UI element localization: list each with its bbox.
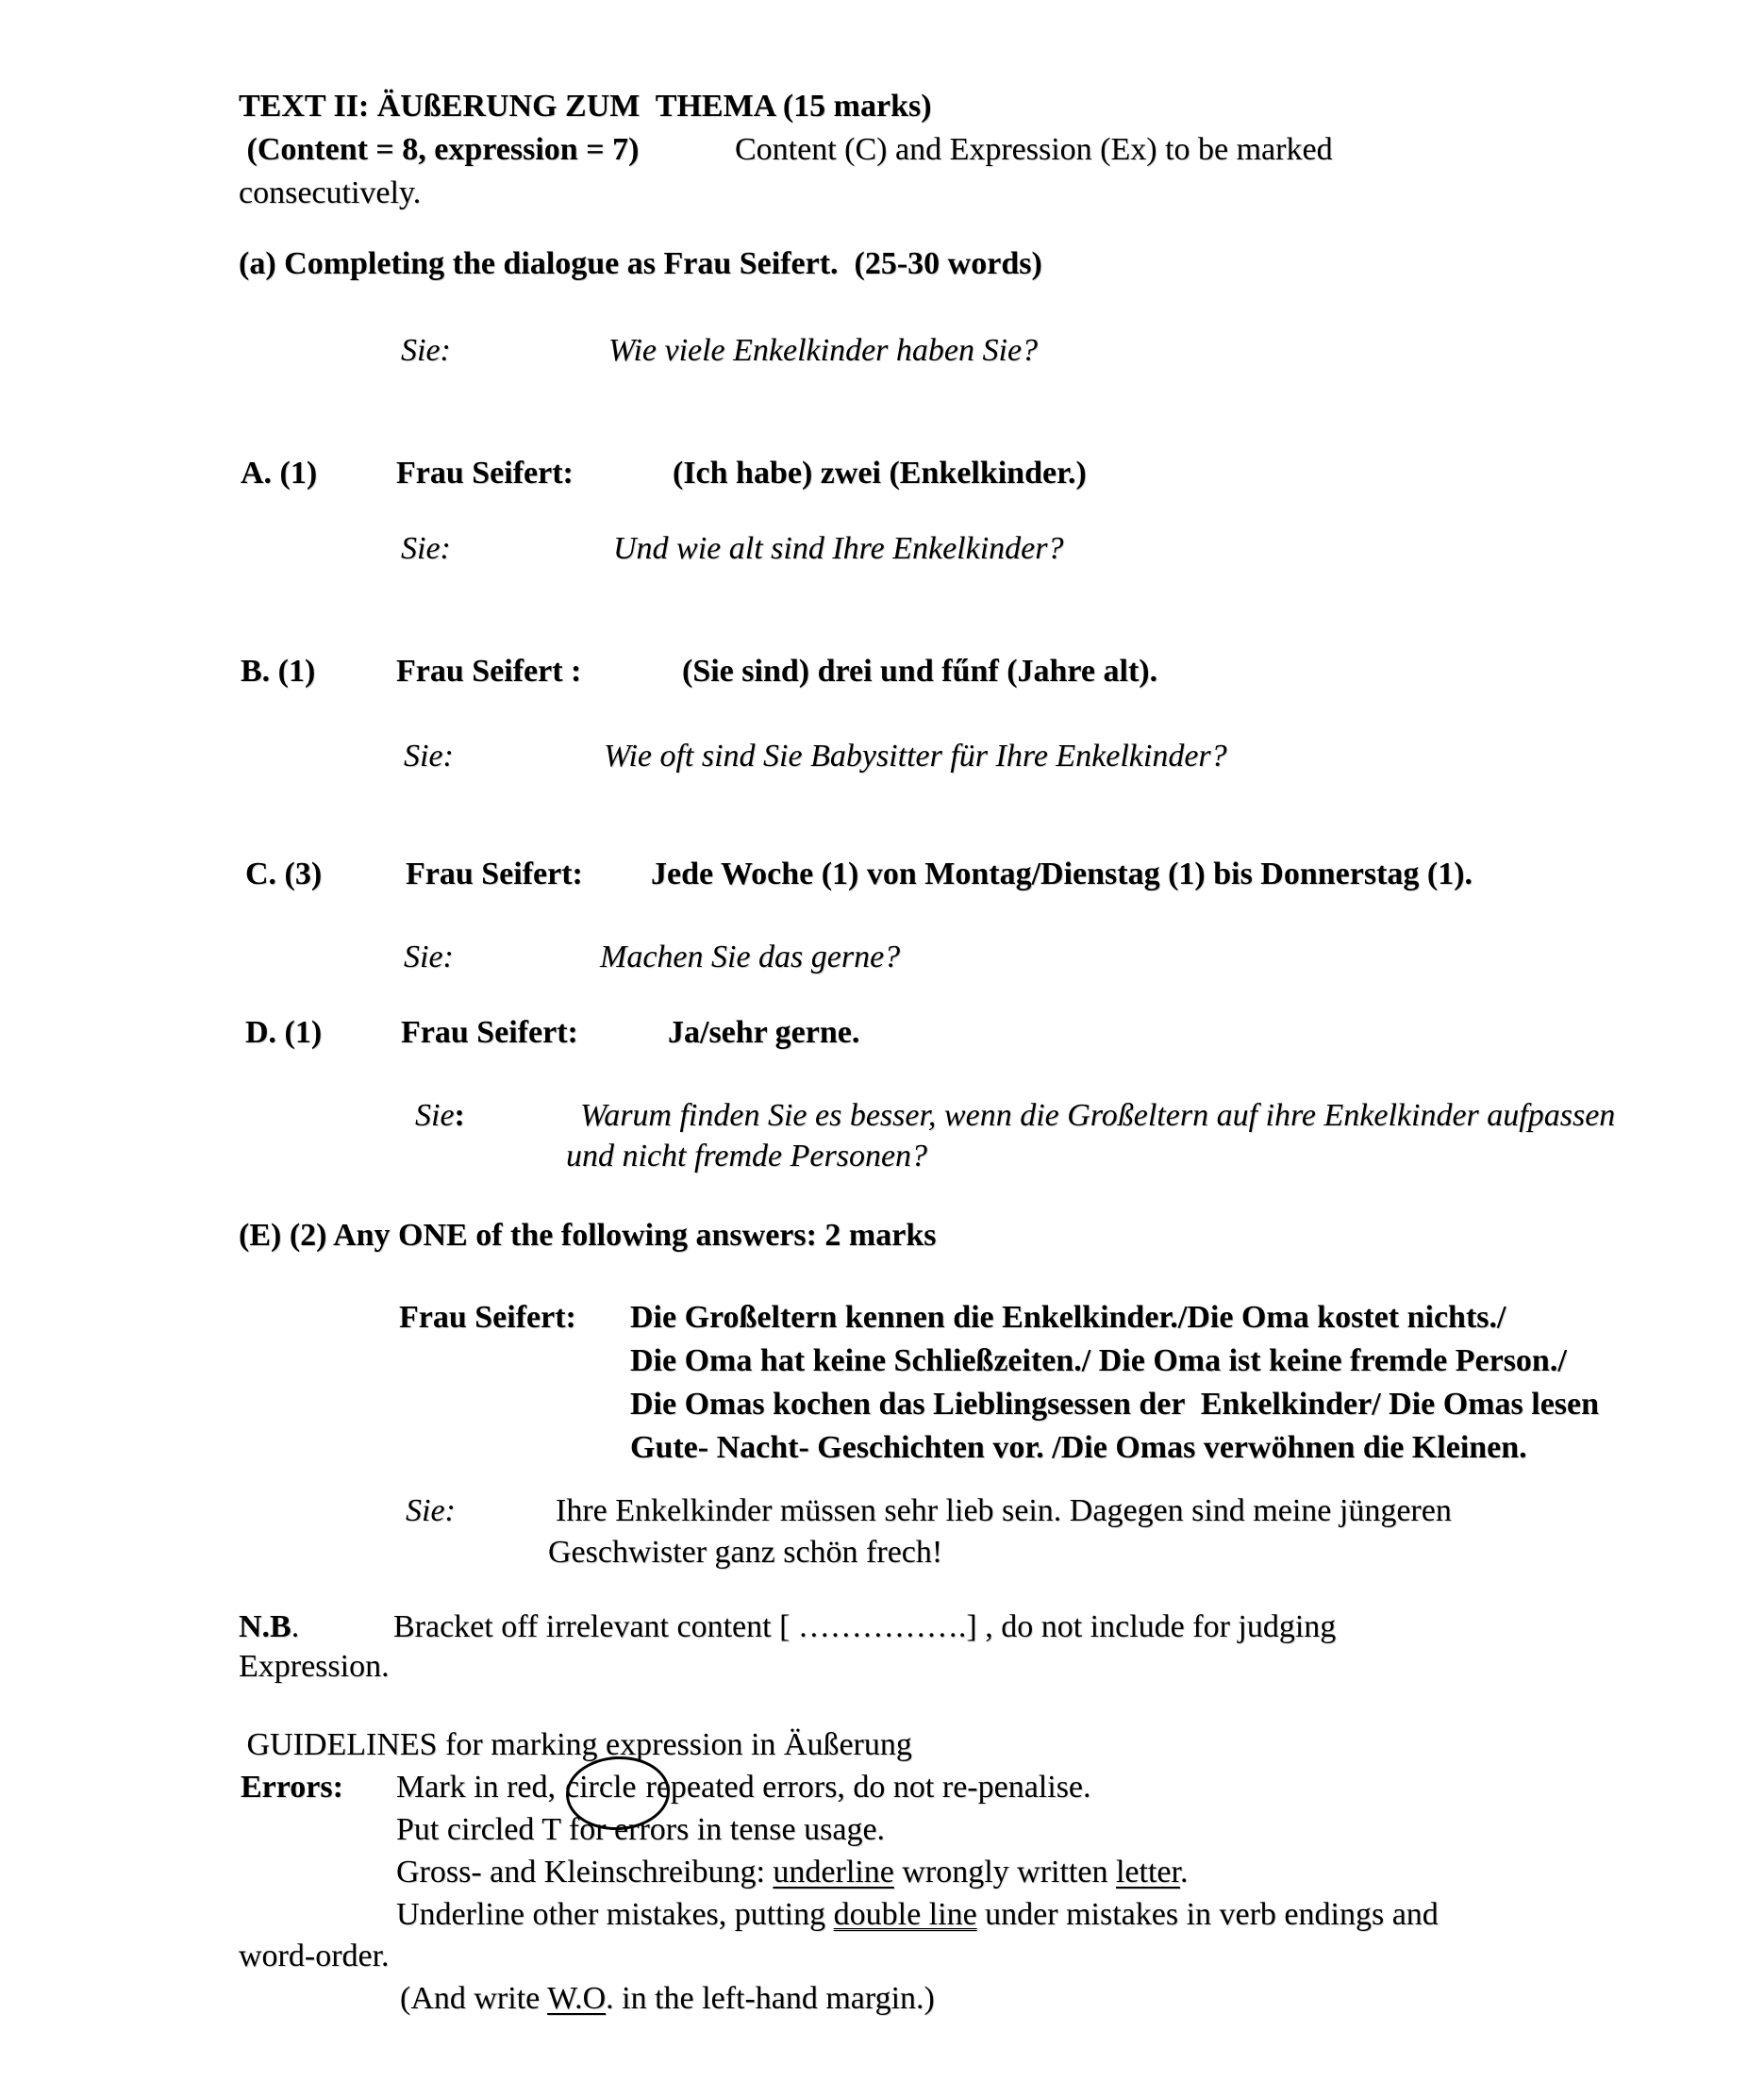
answer-speaker: Frau Seifert:: [396, 456, 574, 491]
answer-speaker: Frau Seifert :: [396, 654, 582, 689]
marks-breakdown: (Content = 8, expression = 7): [239, 132, 640, 167]
section-e-heading: (E) (2) Any ONE of the following answers: 2 marks: [239, 1218, 937, 1253]
errors-line1-pre: Mark in red,: [396, 1770, 557, 1805]
answer-number: D. (1): [245, 1015, 323, 1050]
errors-line4-pre: Underline other mistakes, putting: [396, 1897, 834, 1932]
dialogue-speaker-sie: Sie:: [401, 531, 451, 566]
speaker-colon: :: [454, 1098, 465, 1133]
errors-line3: [396, 1851, 1188, 1894]
answer-text: Ja/sehr gerne.: [668, 1015, 860, 1050]
errors-line3-pre: Gross- and Kleinschreibung:: [396, 1855, 774, 1889]
dialogue-question: Machen Sie das gerne?: [600, 940, 901, 974]
section-a-heading: (a) Completing the dialogue as Frau Seifert. (25-30 words): [239, 246, 1042, 281]
e-answer-line1: Die Großeltern kennen die Enkelkinder./Die Oma kostet nichts./: [630, 1300, 1506, 1335]
speaker-name: Sie: [415, 1098, 455, 1133]
errors-line6: [400, 1977, 935, 2021]
dialogue-speaker-sie: Sie:: [401, 333, 451, 368]
guidelines-heading: GUIDELINES for marking expression in Äußerung: [239, 1727, 912, 1762]
answer-number: A. (1): [241, 456, 318, 491]
sie-reply-line2: Geschwister ganz schön frech!: [548, 1535, 943, 1570]
errors-line2: Put circled T for errors in tense usage.: [396, 1812, 886, 1847]
answer-speaker: Frau Seifert:: [399, 1300, 576, 1335]
dialogue-speaker-sie: Sie:: [406, 1493, 456, 1528]
dialogue-question: Wie oft sind Sie Babysitter für Ihre Enkelkinder?: [604, 739, 1227, 774]
dialogue-speaker-sie: [415, 1094, 465, 1138]
dialogue-speaker-sie: Sie:: [404, 739, 454, 774]
errors-line1-post: repeated errors, do not re-penalise.: [645, 1770, 1091, 1805]
errors-line4-post: under mistakes in verb endings and: [976, 1897, 1439, 1932]
answer-text: (Ich habe) zwei (Enkelkinder.): [673, 456, 1087, 491]
marks-note: Content (C) and Expression (Ex) to be marked: [735, 132, 1333, 167]
answer-text: (Sie sind) drei und fűnf (Jahre alt).: [682, 654, 1158, 689]
errors-line4: [396, 1893, 1439, 1937]
double-underline-words: double line: [833, 1897, 977, 1932]
sie-reply-line1: Ihre Enkelkinder müssen sehr lieb sein. Dagegen sind meine jüngeren: [556, 1493, 1452, 1528]
nb-text: Bracket off irrelevant content [ …………….] , do not include for judging: [393, 1609, 1337, 1644]
dialogue-speaker-sie: Sie:: [404, 940, 454, 974]
e-answer-line4: Gute- Nacht- Geschichten vor. /Die Omas verwöhnen die Kleinen.: [630, 1430, 1527, 1465]
errors-label: Errors:: [241, 1770, 343, 1805]
errors-line1: [396, 1766, 1091, 1809]
answer-speaker: Frau Seifert:: [401, 1015, 578, 1050]
errors-line3-end: .: [1179, 1855, 1189, 1889]
wo-abbreviation: W.O: [547, 1981, 607, 2016]
errors-line3-mid: wrongly written: [893, 1855, 1116, 1889]
answer-text: Jede Woche (1) von Montag/Dienstag (1) bis Donnerstag (1).: [651, 857, 1473, 891]
nb-label-bold: N.B: [239, 1609, 291, 1644]
dialogue-question-line2: und nicht fremde Personen?: [566, 1139, 928, 1173]
answer-speaker: Frau Seifert:: [406, 857, 583, 891]
dialogue-question: Wie viele Enkelkinder haben Sie?: [608, 333, 1039, 368]
nb-text-cont: Expression.: [239, 1649, 390, 1684]
marks-note-cont: consecutively.: [239, 175, 422, 210]
dialogue-question-line1: Warum finden Sie es besser, wenn die Großeltern auf ihre Enkelkinder aufpassen: [580, 1098, 1616, 1133]
errors-line5: word-order.: [239, 1939, 390, 1973]
nb-label-dot: .: [291, 1609, 300, 1644]
underline-word: letter: [1115, 1855, 1180, 1889]
answer-number: B. (1): [241, 654, 316, 689]
e-answer-line2: Die Oma hat keine Schließzeiten./ Die Oma ist keine fremde Person./: [630, 1343, 1567, 1378]
doc-title: TEXT II: ÄUßERUNG ZUM THEMA (15 marks): [239, 89, 932, 124]
nb-label: [239, 1606, 299, 1649]
dialogue-question: Und wie alt sind Ihre Enkelkinder?: [613, 531, 1064, 566]
errors-line6-pre: (And write: [400, 1981, 548, 2016]
errors-line6-post: . in the left-hand margin.): [606, 1981, 935, 2016]
answer-number: C. (3): [245, 857, 323, 891]
errors-circled-word: circle: [565, 1770, 637, 1805]
e-answer-line3: Die Omas kochen das Lieblingsessen der Enkelkinder/ Die Omas lesen: [630, 1387, 1600, 1422]
underline-word: underline: [773, 1855, 894, 1889]
